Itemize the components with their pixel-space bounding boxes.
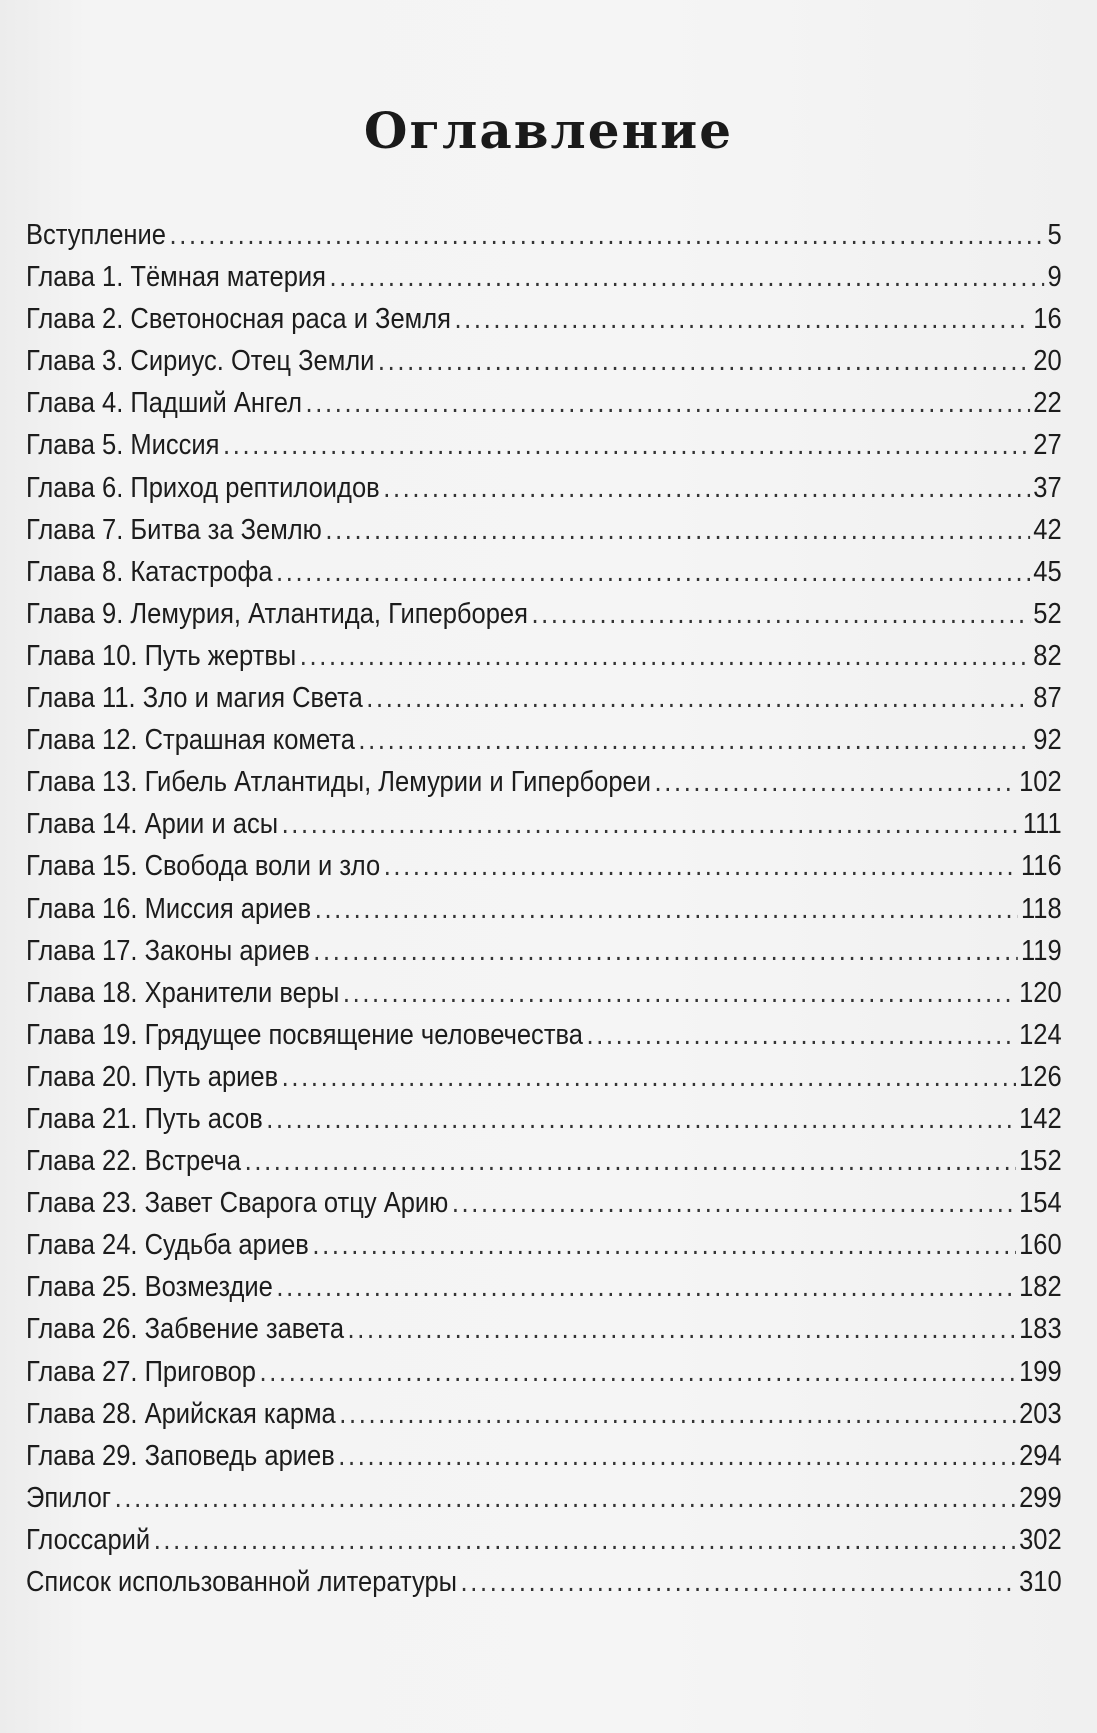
toc-entry-label: Глава 1. Тёмная материя [26, 261, 326, 294]
toc-entry [26, 551, 1062, 593]
toc-entry [26, 1182, 1062, 1224]
toc-entry [26, 467, 1062, 509]
toc-entry-label: Глава 24. Судьба ариев [26, 1229, 309, 1262]
toc-leader-dots [343, 972, 1016, 1014]
toc-entry-page-number: 9 [1047, 261, 1062, 294]
toc-entry-label: Глава 14. Арии и асы [26, 808, 279, 841]
toc-leader-dots [325, 509, 1029, 551]
toc-entry [26, 1308, 1062, 1350]
toc-leader-dots [339, 1393, 1015, 1435]
toc-entry [26, 1056, 1062, 1098]
toc-entry-page-number: 5 [1047, 219, 1062, 251]
toc-entry [26, 930, 1062, 972]
toc-entry-page-number: 45 [1033, 555, 1062, 588]
toc-leader-dots [312, 1224, 1015, 1266]
toc-entry-page-number: 16 [1033, 303, 1062, 336]
toc-entry [26, 424, 1062, 466]
toc-entry-page-number: 126 [1019, 1060, 1062, 1093]
toc-leader-dots [461, 1561, 1016, 1603]
toc-entry [26, 1519, 1062, 1561]
toc-leader-dots [154, 1519, 1016, 1561]
toc-leader-dots [282, 803, 1020, 845]
toc-entry [26, 340, 1062, 382]
toc-entry [26, 256, 1062, 298]
toc-entry-page-number: 299 [1019, 1481, 1062, 1514]
toc-entry-label: Глава 4. Падший Ангел [26, 387, 303, 420]
toc-entry-page-number: 119 [1020, 934, 1062, 967]
toc-entry-page-number: 302 [1019, 1523, 1062, 1556]
toc-leader-dots [169, 214, 1043, 256]
toc-entry-label: Глава 28. Арийская карма [26, 1397, 336, 1430]
toc-leader-dots [655, 761, 1016, 803]
toc-entry [26, 719, 1062, 761]
toc-leader-dots [245, 1140, 1016, 1182]
toc-entry [26, 382, 1062, 424]
toc-entry-label: Вступление [26, 219, 166, 251]
toc-entry-page-number: 154 [1019, 1187, 1062, 1220]
toc-entry [26, 509, 1062, 551]
toc-entry-label: Глава 7. Битва за Землю [26, 513, 322, 546]
toc-leader-dots [313, 930, 1017, 972]
toc-entry-label: Глава 18. Хранители веры [26, 976, 340, 1009]
toc-leader-dots [454, 298, 1029, 340]
toc-entry [26, 845, 1062, 887]
toc-entry-label: Глава 16. Миссия ариев [26, 892, 312, 925]
toc-entry-page-number: 160 [1019, 1229, 1062, 1262]
toc-entry-label: Глава 22. Встреча [26, 1145, 242, 1178]
toc-entry-label: Глава 11. Зло и магия Света [26, 682, 363, 715]
toc-entry-label: Глава 9. Лемурия, Атлантида, Гиперборея [26, 597, 528, 630]
toc-leader-dots [452, 1182, 1016, 1224]
toc-entry [26, 214, 1062, 256]
toc-entry [26, 635, 1062, 677]
toc-entry-label: Глава 6. Приход рептилоидов [26, 471, 380, 504]
toc-entry-label: Глава 5. Миссия [26, 429, 220, 462]
toc-entry [26, 298, 1062, 340]
toc-entry-page-number: 183 [1019, 1313, 1062, 1346]
toc-leader-dots [329, 256, 1043, 298]
toc-entry-page-number: 87 [1033, 682, 1062, 715]
toc-entry-page-number: 310 [1019, 1566, 1062, 1598]
toc-entry-page-number: 152 [1019, 1145, 1062, 1178]
toc-entry-page-number: 22 [1033, 387, 1062, 420]
toc-entry [26, 1014, 1062, 1056]
toc-leader-dots [223, 424, 1030, 466]
toc-entry-label: Глава 23. Завет Сварога отцу Арию [26, 1187, 449, 1220]
toc-leader-dots [383, 467, 1030, 509]
toc-entry-page-number: 294 [1019, 1439, 1062, 1472]
toc-entry [26, 1435, 1062, 1477]
toc-leader-dots [115, 1477, 1016, 1519]
toc-entry [26, 1266, 1062, 1308]
toc-leader-dots [531, 593, 1029, 635]
toc-entry-page-number: 118 [1020, 892, 1062, 925]
toc-entry-label: Глава 2. Светоносная раса и Земля [26, 303, 451, 336]
toc-leader-dots [348, 1308, 1016, 1350]
toc-leader-dots [384, 845, 1018, 887]
toc-entry-page-number: 102 [1019, 766, 1062, 799]
toc-entry-label: Глава 12. Страшная комета [26, 724, 355, 757]
toc-entry-label: Глава 29. Заповедь ариев [26, 1439, 335, 1472]
toc-entry-page-number: 111 [1022, 808, 1062, 841]
toc-entry-label: Глава 3. Сириус. Отец Земли [26, 345, 375, 378]
toc-leader-dots [378, 340, 1030, 382]
toc-entry [26, 593, 1062, 635]
toc-entry-page-number: 142 [1019, 1102, 1062, 1135]
toc-entry-label: Глава 13. Гибель Атлантиды, Лемурии и Гипербореи [26, 766, 651, 799]
toc-entry [26, 1224, 1062, 1266]
toc-entry [26, 761, 1062, 803]
toc-leader-dots [276, 1266, 1015, 1308]
toc-entry-page-number: 182 [1019, 1271, 1062, 1304]
toc-entry-label: Глава 15. Свобода воли и зло [26, 850, 381, 883]
toc-entry-page-number: 27 [1033, 429, 1062, 462]
toc-entry-label: Глава 25. Возмездие [26, 1271, 273, 1304]
toc-entry [26, 1393, 1062, 1435]
toc-entry [26, 1561, 1062, 1603]
toc-entry-page-number: 124 [1019, 1018, 1062, 1051]
toc-leader-dots [260, 1351, 1016, 1393]
toc-leader-dots [586, 1014, 1015, 1056]
toc-entry-page-number: 42 [1033, 513, 1062, 546]
toc-leader-dots [266, 1098, 1015, 1140]
toc-entry-page-number: 20 [1033, 345, 1062, 378]
toc-entry-page-number: 92 [1033, 724, 1062, 757]
toc-entry [26, 677, 1062, 719]
page-title: Оглавление [363, 100, 734, 160]
toc-leader-dots [276, 551, 1030, 593]
toc-leader-dots [358, 719, 1029, 761]
toc-leader-dots [300, 635, 1030, 677]
toc-entry [26, 1351, 1062, 1393]
toc-leader-dots [306, 382, 1030, 424]
toc-leader-dots [338, 1435, 1015, 1477]
toc-entry [26, 803, 1062, 845]
toc-entry [26, 1098, 1062, 1140]
toc-leader-dots [315, 888, 1018, 930]
toc-entry-page-number: 52 [1033, 597, 1062, 630]
toc-entry-label: Глава 26. Забвение завета [26, 1313, 345, 1346]
toc-leader-dots [366, 677, 1029, 719]
toc-entry-page-number: 203 [1019, 1397, 1062, 1430]
toc-entry-label: Глава 21. Путь асов [26, 1102, 263, 1135]
toc-entry [26, 1477, 1062, 1519]
toc-entry-label: Глава 17. Законы ариев [26, 934, 310, 967]
toc-entry-label: Глава 20. Путь ариев [26, 1060, 279, 1093]
toc-entry-label: Глава 27. Приговор [26, 1355, 256, 1388]
toc-entry-page-number: 116 [1020, 850, 1062, 883]
toc-entry [26, 1140, 1062, 1182]
toc-entry-label: Глава 19. Грядущее посвящение человечества [26, 1018, 583, 1051]
toc-entry-label: Эпилог [26, 1481, 112, 1514]
toc-leader-dots [282, 1056, 1016, 1098]
toc-entry-label: Глава 10. Путь жертвы [26, 639, 297, 672]
toc-entry-page-number: 199 [1019, 1355, 1062, 1388]
toc-entry [26, 888, 1062, 930]
toc-entry-page-number: 82 [1033, 639, 1062, 672]
toc-entry-page-number: 37 [1033, 471, 1062, 504]
toc-entry-label: Глава 8. Катастрофа [26, 555, 273, 588]
toc-entry-page-number: 120 [1019, 976, 1062, 1009]
toc-entry [26, 972, 1062, 1014]
toc-entry-label: Глоссарий [26, 1523, 151, 1556]
table-of-contents [26, 214, 1062, 1603]
toc-entry-label: Список использованной литературы [26, 1566, 458, 1598]
